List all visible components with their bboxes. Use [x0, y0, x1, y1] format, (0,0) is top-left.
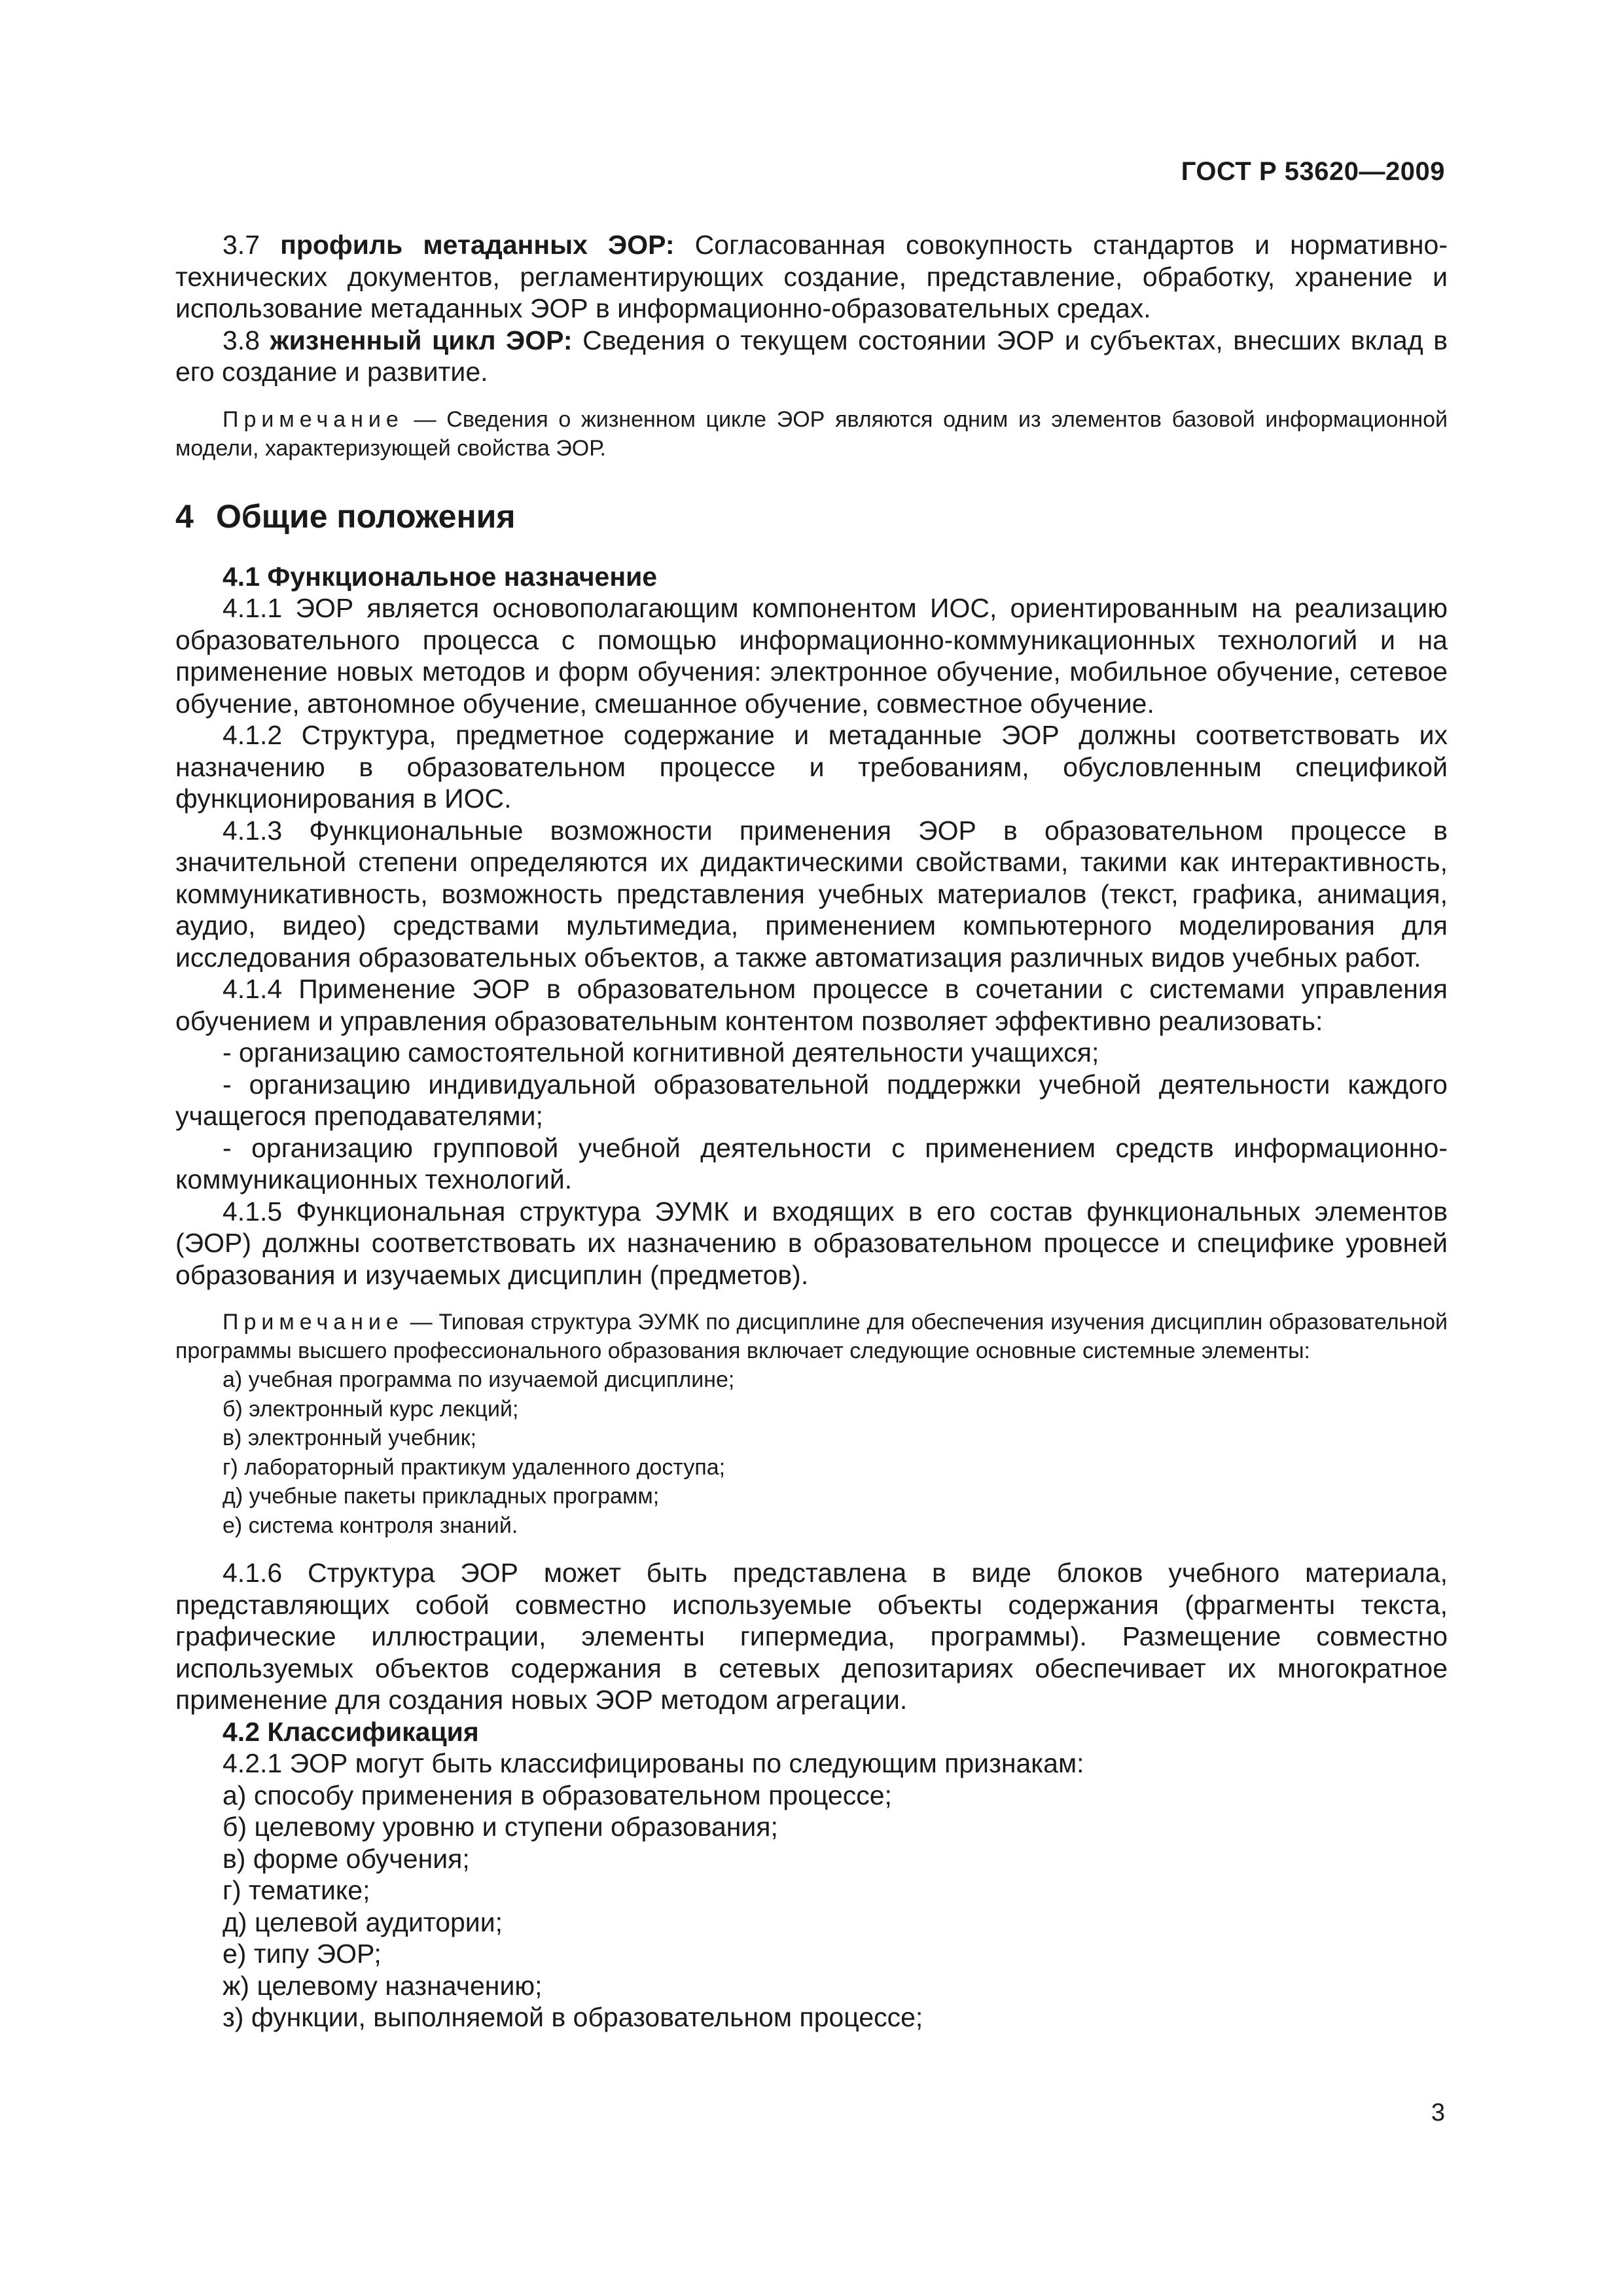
clause-number: 3.8	[223, 325, 260, 355]
note-label: Примечание	[223, 1310, 404, 1335]
note-list-item: е) система контроля знаний.	[223, 1513, 518, 1538]
clause-4-1-3: 4.1.3 Функциональные возможности применения ЭОР в образовательном процессе в значительной степени определяются их дидактическими свойствами, такими как интерактивность, коммуникативность, возможность представления учебных материалов (текст, графика, анимация, аудио, видео) средствами мультимедиа, применением компьютерного моделирования для исследования образовательных объектов, а также автоматизация различных видов учебных работ.	[175, 815, 1448, 973]
section-number: 4	[175, 497, 194, 535]
definition: Согласованная совокупность стандартов и нормативно-технических документов, регламентирующих создание, представление, обработку, хранение и использование метаданных ЭОР в информационно-образовательных средах.	[175, 230, 1448, 323]
clause-3-8	[175, 325, 1448, 388]
list-item: е) типу ЭОР;	[223, 1939, 382, 1969]
note-list-item: д) учебные пакеты прикладных программ;	[223, 1484, 660, 1509]
clause-4-1-5: 4.1.5 Функциональная структура ЭУМК и входящих в его состав функциональных элементов (ЭОР) должны соответствовать их назначению в образовательном процессе и специфике уровней образования и изучаемых дисциплин (предметов).	[175, 1196, 1448, 1290]
clause-4-1-6: 4.1.6 Структура ЭОР может быть представлена в виде блоков учебного материала, представляющих собой совместно используемые объекты содержания (фрагменты текста, графические иллюстрации, элементы гипермедиа, программы). Размещение совместно используемых объектов содержания в сетевых депозитариях обеспечивает их многократное применение для создания новых ЭОР методом агрегации.	[175, 1558, 1448, 1715]
clause-4-1-4: 4.1.4 Применение ЭОР в образовательном процессе в сочетании с системами управления обучением и управления образовательным контентом позволяет эффективно реализовать:	[175, 974, 1448, 1036]
list-item: - организацию самостоятельной когнитивной деятельности учащихся;	[223, 1037, 1099, 1067]
subsection-title-4-2: 4.2 Классификация	[223, 1716, 479, 1747]
list-item: з) функции, выполняемой в образовательном процессе;	[223, 2002, 923, 2032]
note-list-item: б) электронный курс лекций;	[223, 1396, 519, 1422]
note-list-item: в) электронный учебник;	[223, 1426, 477, 1450]
list-item: в) форме обучения;	[223, 1843, 470, 1874]
clause-4-1-1: 4.1.1 ЭОР является основополагающим компонентом ИОС, ориентированным на реализацию образовательного процесса с помощью информационно-коммуникационных технологий и на применение новых методов и форм обучения: электронное обучение, мобильное обучение, сетевое обучение, автономное обучение, смешанное обучение, совместное обучение.	[175, 593, 1448, 719]
clause-4-1-2: 4.1.2 Структура, предметное содержание и метаданные ЭОР должны соответствовать их назначению в образовательном процессе и требованиям, обусловленным спецификой функционирования в ИОС.	[175, 720, 1448, 814]
note-label: Примечание	[223, 406, 404, 432]
list-item: г) тематике;	[223, 1875, 370, 1905]
term: жизненный цикл ЭОР:	[270, 325, 573, 355]
list-item: б) целевому уровню и ступени образования;	[223, 1812, 778, 1842]
note-text: — Типовая структура ЭУМК по дисциплине для обеспечения изучения дисциплин образовательной программы высшего профессионального образования включает следующие основные системные элементы:	[175, 1310, 1448, 1363]
list-item: д) целевой аудитории;	[223, 1907, 503, 1937]
term: профиль метаданных ЭОР:	[280, 230, 675, 260]
clause-number: 3.7	[223, 230, 260, 260]
note-umk-structure	[175, 1308, 1448, 1365]
clause-3-7	[175, 229, 1448, 325]
note-list-item: а) учебная программа по изучаемой дисциплине;	[223, 1367, 735, 1392]
note-text: — Сведения о жизненном цикле ЭОР являются одним из элементов базовой информационной модели, характеризующей свойства ЭОР.	[175, 406, 1448, 461]
list-item: ж) целевому назначению;	[223, 1970, 543, 2001]
note-list-item: г) лабораторный практикум удаленного доступа;	[223, 1454, 726, 1480]
page-content	[175, 229, 1448, 2034]
clause-4-2-1: 4.2.1 ЭОР могут быть классифицированы по следующим признакам:	[223, 1748, 1084, 1778]
document-code: ГОСТ Р 53620—2009	[1181, 157, 1445, 186]
list-item: - организацию индивидуальной образовательной поддержки учебной деятельности каждого учащегося преподавателями;	[175, 1069, 1448, 1131]
note-life-cycle	[175, 405, 1448, 463]
section-heading	[175, 497, 1448, 536]
definition: Сведения о текущем состоянии ЭОР и субъектах, внесших вклад в его создание и развитие.	[175, 325, 1448, 387]
subsection-title-4-1: 4.1 Функциональное назначение	[223, 561, 658, 592]
section-title: Общие положения	[216, 497, 516, 535]
page-number: 3	[1431, 2099, 1445, 2126]
list-item: - организацию групповой учебной деятельности с применением средств информационно-коммуникационных технологий.	[175, 1132, 1448, 1194]
list-item: а) способу применения в образовательном процессе;	[223, 1780, 892, 1810]
